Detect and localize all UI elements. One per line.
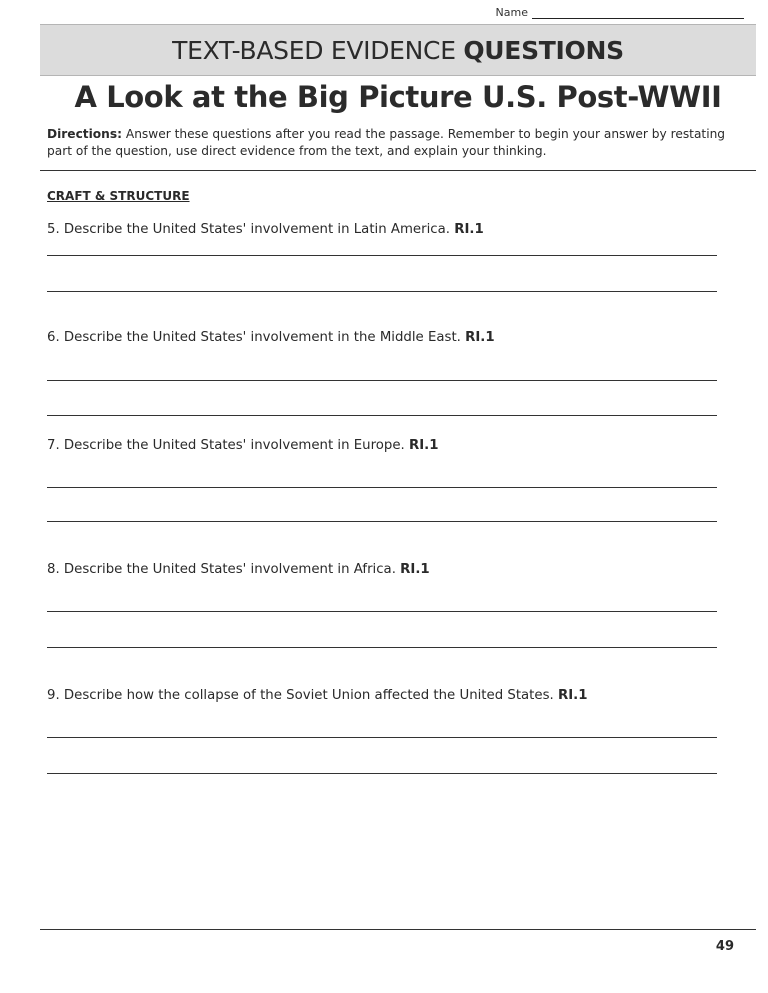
question-8 xyxy=(47,562,430,577)
answer-line-6a[interactable] xyxy=(47,380,717,381)
directions-divider xyxy=(40,170,756,171)
directions xyxy=(47,126,747,160)
answer-line-7a[interactable] xyxy=(47,487,717,488)
header-band xyxy=(40,24,756,76)
question-7 xyxy=(47,438,439,453)
answer-line-9a[interactable] xyxy=(47,737,717,738)
question-text: 9. Describe how the collapse of the Soviet Union affected the United States. xyxy=(47,688,554,703)
header-title xyxy=(172,36,624,65)
footer-divider xyxy=(40,929,756,930)
question-9 xyxy=(47,688,587,703)
question-text: 7. Describe the United States' involvement in Europe. xyxy=(47,438,405,453)
question-5 xyxy=(47,222,484,237)
name-field[interactable] xyxy=(496,6,744,19)
question-standard: RI.1 xyxy=(454,222,484,237)
question-standard: RI.1 xyxy=(409,438,439,453)
page-title: A Look at the Big Picture U.S. Post-WWII xyxy=(74,80,722,114)
answer-line-8b[interactable] xyxy=(47,647,717,648)
directions-text: Answer these questions after you read the passage. Remember to begin your answer by restating part of the question, use direct evidence from the text, and explain your thinking. xyxy=(47,127,726,158)
answer-line-8a[interactable] xyxy=(47,611,717,612)
question-standard: RI.1 xyxy=(557,688,588,703)
name-label: Name xyxy=(495,7,528,19)
answer-line-5a[interactable] xyxy=(47,255,717,256)
answer-line-6b[interactable] xyxy=(47,415,717,416)
header-title-bold: QUESTIONS xyxy=(463,35,624,65)
page-number: 49 xyxy=(715,939,734,954)
question-text: 5. Describe the United States' involvement in Latin America. xyxy=(47,222,450,237)
question-text: 8. Describe the United States' involvement in Africa. xyxy=(47,562,396,577)
question-6 xyxy=(47,330,495,345)
header-title-light: TEXT-BASED EVIDENCE xyxy=(172,35,456,65)
answer-line-7b[interactable] xyxy=(47,521,717,522)
question-text: 6. Describe the United States' involvement in the Middle East. xyxy=(47,330,461,345)
question-standard: RI.1 xyxy=(465,330,495,345)
answer-line-5b[interactable] xyxy=(47,291,717,292)
answer-line-9b[interactable] xyxy=(47,773,717,774)
directions-label: Directions: xyxy=(47,127,122,141)
question-standard: RI.1 xyxy=(400,562,430,577)
section-heading: CRAFT & STRUCTURE xyxy=(47,189,190,203)
name-input-line[interactable] xyxy=(532,6,744,19)
